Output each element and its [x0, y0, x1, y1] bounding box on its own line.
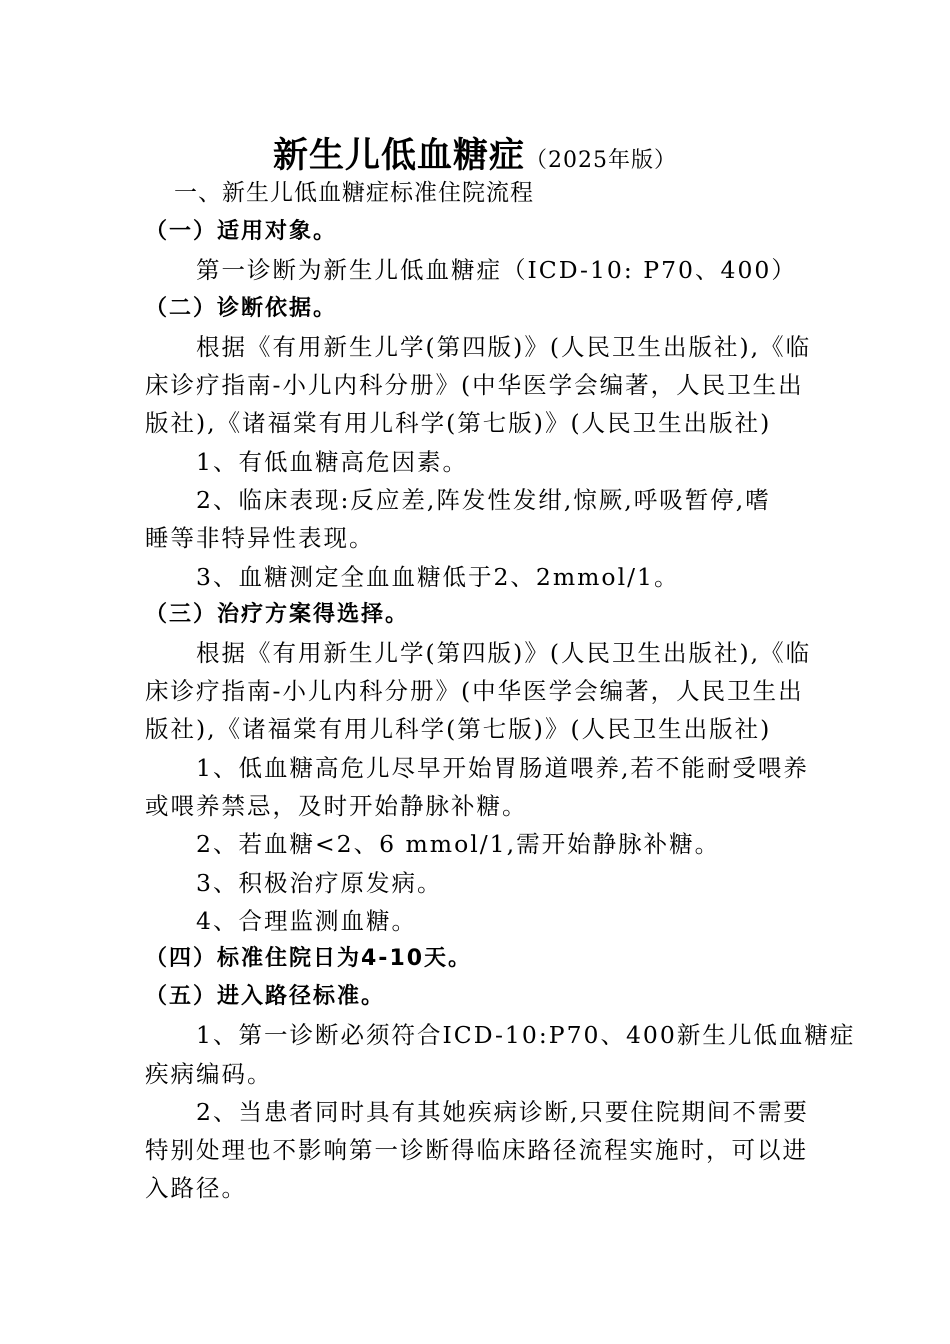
paragraph-line: 床诊疗指南-小儿内科分册》(中华医学会编著，人民卫生出 — [145, 371, 804, 399]
paragraph-line: 根据《有用新生儿学(第四版)》(人民卫生出版社),《临 — [196, 639, 812, 667]
paragraph-line: 版社),《诸福棠有用儿科学(第七版)》(人民卫生出版社) — [145, 715, 772, 743]
section-heading-1: （一）适用对象。 — [145, 219, 338, 244]
paragraph-line: 睡等非特异性表现。 — [145, 524, 375, 552]
paragraph-line: 根据《有用新生儿学(第四版)》(人民卫生出版社),《临 — [196, 333, 812, 361]
paragraph-line: 1、第一诊断必须符合ICD-10:P70、400新生儿低血糖症 — [196, 1021, 856, 1049]
paragraph-line: 入路径。 — [145, 1174, 247, 1202]
paragraph-line: 3、血糖测定全血血糖低于2、2mmol/1。 — [196, 563, 680, 591]
section-heading-4: （四）标准住院日为4-10天。 — [145, 946, 473, 971]
paragraph-line: 2、若血糖<2、6 mmol/1,需开始静脉补糖。 — [196, 830, 721, 858]
paragraph-line: 3、积极治疗原发病。 — [196, 869, 443, 897]
paragraph-line: 1、低血糖高危儿尽早开始胃肠道喂养,若不能耐受喂养 — [196, 754, 809, 782]
section-heading-5: （五）进入路径标准。 — [145, 984, 386, 1009]
title-edition: （2025年版） — [525, 148, 677, 173]
paragraph-line: 2、临床表现:反应差,阵发性发绀,惊厥,呼吸暂停,嗜 — [196, 486, 771, 514]
paragraph-line: 1、有低血糖高危因素。 — [196, 448, 468, 476]
paragraph-line: 疾病编码。 — [145, 1060, 273, 1088]
section-heading-3: （三）治疗方案得选择。 — [145, 602, 410, 627]
section-heading-2: （二）诊断依据。 — [145, 296, 338, 321]
paragraph-line: 第一诊断为新生儿低血糖症（ICD-10: P70、400） — [196, 256, 797, 284]
heading-level-1: 一、新生儿低血糖症标准住院流程 — [174, 180, 534, 206]
paragraph-line: 版社),《诸福棠有用儿科学(第七版)》(人民卫生出版社) — [145, 409, 772, 437]
paragraph-line: 床诊疗指南-小儿内科分册》(中华医学会编著，人民卫生出 — [145, 677, 804, 705]
paragraph-line: 特别处理也不影响第一诊断得临床路径流程实施时，可以进 — [145, 1136, 808, 1164]
paragraph-line: 或喂养禁忌，及时开始静脉补糖。 — [145, 792, 528, 820]
document-title — [0, 128, 950, 178]
paragraph-line: 4、合理监测血糖。 — [196, 907, 417, 935]
paragraph-line: 2、当患者同时具有其她疾病诊断,只要住院期间不需要 — [196, 1098, 809, 1126]
title-main: 新生儿低血糖症 — [272, 136, 525, 176]
